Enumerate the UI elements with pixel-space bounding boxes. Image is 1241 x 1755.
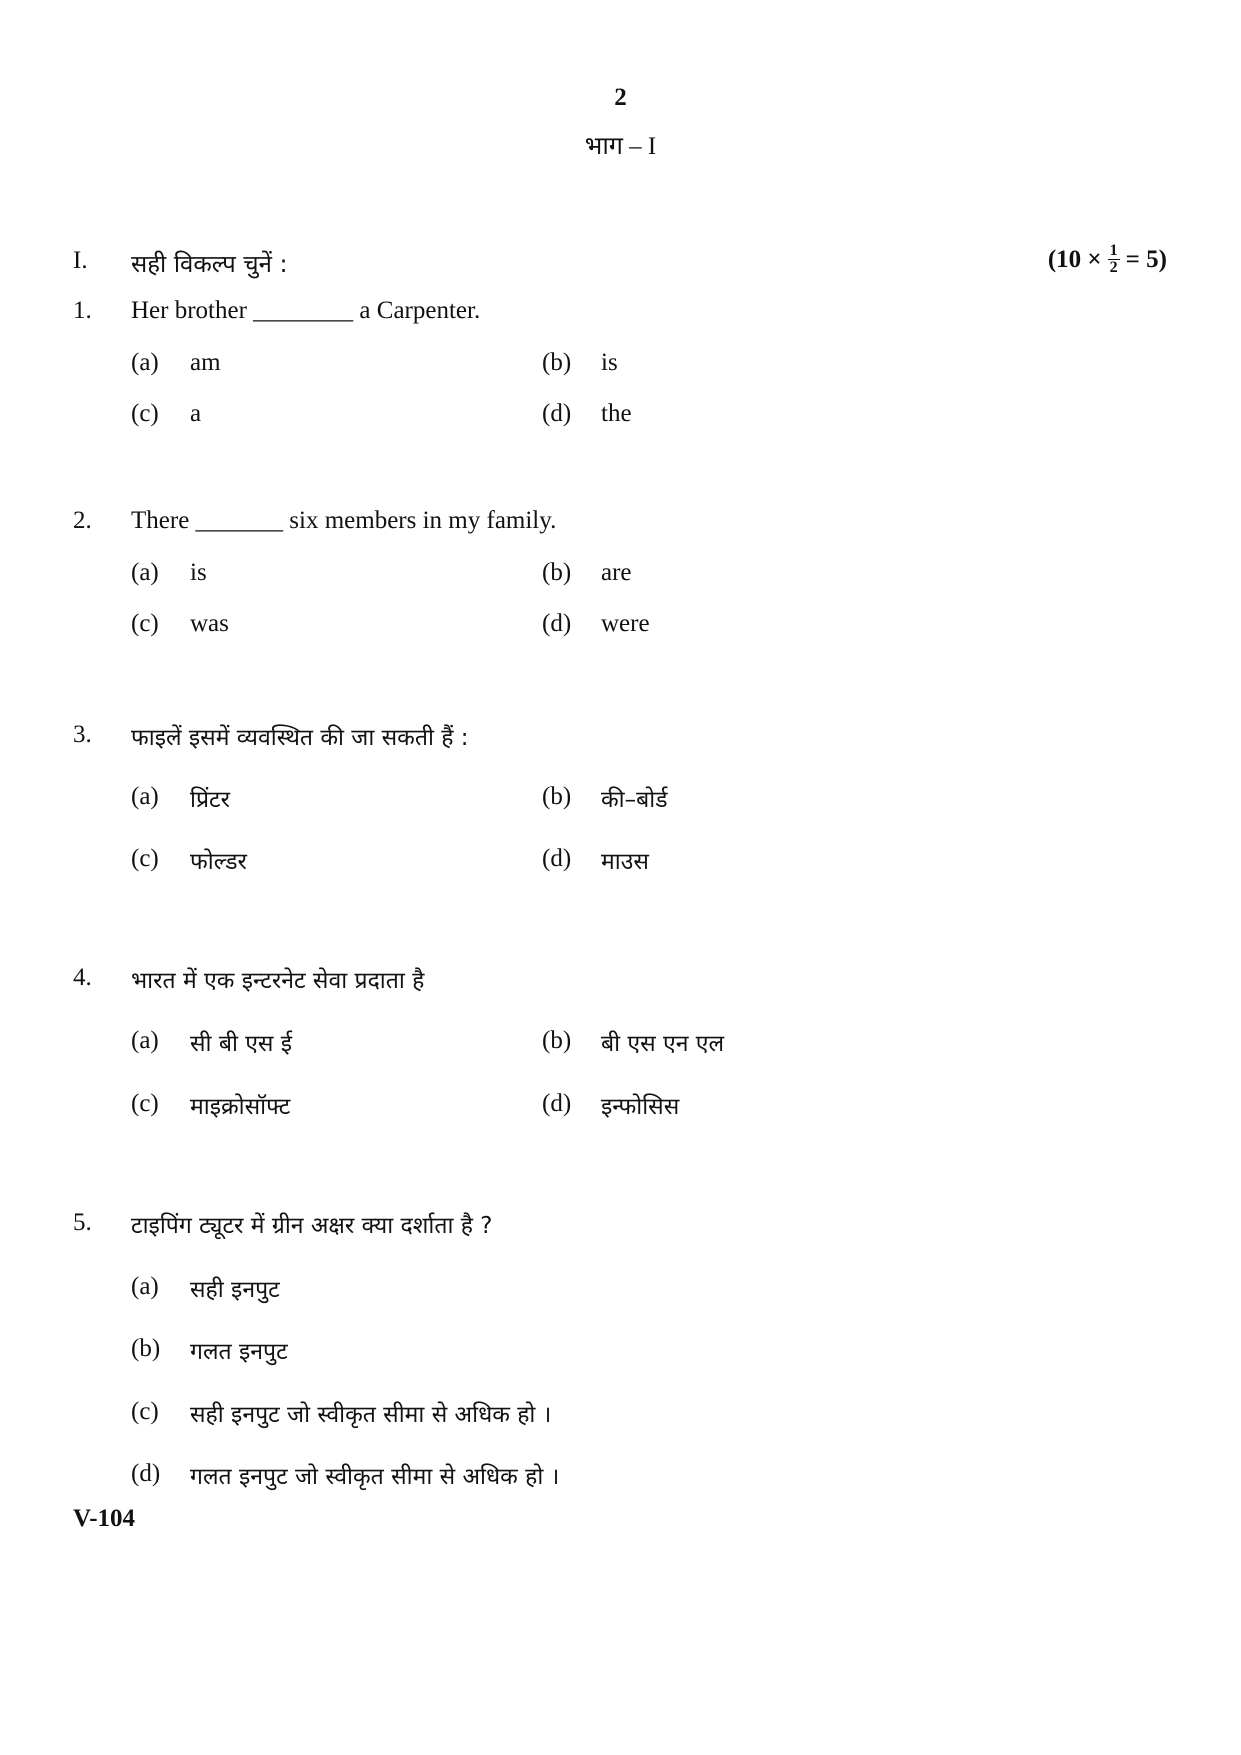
question-5-option-a-label: (a): [131, 1273, 159, 1300]
question-4-option-c-label: (c): [131, 1090, 159, 1117]
marks-suffix: = 5): [1125, 245, 1167, 273]
question-2-option-a-text: is: [190, 559, 207, 586]
question-2-text: There _______ six members in my family.: [131, 507, 557, 534]
question-2-number: 2.: [73, 507, 92, 534]
question-5-text: टाइपिंग ट्यूटर में ग्रीन अक्षर क्या दर्शाता है ?: [131, 1213, 493, 1239]
marks-denominator: 2: [1109, 259, 1118, 276]
paper-code: V-104: [73, 1505, 136, 1532]
question-3-option-b-text: की–बोर्ड: [601, 787, 668, 813]
question-3-option-a-text: प्रिंटर: [190, 787, 231, 813]
question-3-option-c-text: फोल्डर: [190, 849, 247, 875]
question-5-option-c-text: सही इनपुट जो स्वीकृत सीमा से अधिक हो ।: [190, 1402, 552, 1428]
question-5-option-d-label: (d): [131, 1460, 161, 1487]
question-5-option-a-text: सही इनपुट: [190, 1277, 280, 1303]
question-4-option-a-text: सी बी एस ई: [190, 1031, 293, 1057]
question-2-option-a-label: (a): [131, 559, 159, 586]
question-2-option-c-label: (c): [131, 610, 159, 637]
question-4-option-b-text: बी एस एन एल: [601, 1031, 725, 1057]
question-3-option-d-label: (d): [542, 845, 572, 872]
question-3-option-c-label: (c): [131, 845, 159, 872]
marks-numerator: 1: [1109, 242, 1118, 259]
question-1-option-b-text: is: [601, 349, 618, 376]
question-5-option-c-label: (c): [131, 1398, 159, 1425]
question-3-number: 3.: [73, 721, 92, 748]
question-4-option-d-text: इन्फोसिस: [601, 1094, 680, 1120]
question-1-option-b-label: (b): [542, 349, 572, 376]
question-1-number: 1.: [73, 297, 92, 324]
question-5-option-d-text: गलत इनपुट जो स्वीकृत सीमा से अधिक हो ।: [190, 1464, 560, 1490]
question-3-text: फाइलें इसमें व्यवस्थित की जा सकती हैं :: [131, 725, 469, 751]
question-4-text: भारत में एक इन्टरनेट सेवा प्रदाता है: [131, 968, 425, 994]
marks-prefix: (10 ×: [1047, 245, 1102, 273]
question-2-option-c-text: was: [190, 610, 229, 637]
question-4-number: 4.: [73, 964, 92, 991]
question-1-option-c-label: (c): [131, 400, 159, 427]
question-4-option-c-text: माइक्रोसॉफ्ट: [190, 1094, 291, 1120]
question-1-text: Her brother ________ a Carpenter.: [131, 297, 481, 324]
question-1-option-a-label: (a): [131, 349, 159, 376]
question-2-option-b-text: are: [601, 559, 632, 586]
question-5-option-b-text: गलत इनपुट: [190, 1339, 288, 1365]
question-3-option-d-text: माउस: [601, 849, 649, 875]
question-2-option-d-text: were: [601, 610, 650, 637]
part-title: भाग – I: [584, 133, 657, 160]
question-4-option-b-label: (b): [542, 1027, 572, 1054]
section-instruction: सही विकल्प चुनें :: [131, 250, 288, 278]
section-roman-numeral: I.: [73, 247, 88, 274]
section-marks: [1048, 243, 1167, 276]
question-5-number: 5.: [73, 1209, 92, 1236]
marks-fraction: [1108, 243, 1120, 276]
page-number: 2: [614, 84, 627, 111]
question-2-option-b-label: (b): [542, 559, 572, 586]
question-3-option-a-label: (a): [131, 783, 159, 810]
question-1-option-d-label: (d): [542, 400, 572, 427]
question-1-option-c-text: a: [190, 400, 202, 427]
question-4-option-a-label: (a): [131, 1027, 159, 1054]
question-2-option-d-label: (d): [542, 610, 572, 637]
question-5-option-b-label: (b): [131, 1335, 161, 1362]
question-1-option-d-text: the: [601, 400, 632, 427]
question-4-option-d-label: (d): [542, 1090, 572, 1117]
question-3-option-b-label: (b): [542, 783, 572, 810]
question-1-option-a-text: am: [190, 349, 221, 376]
